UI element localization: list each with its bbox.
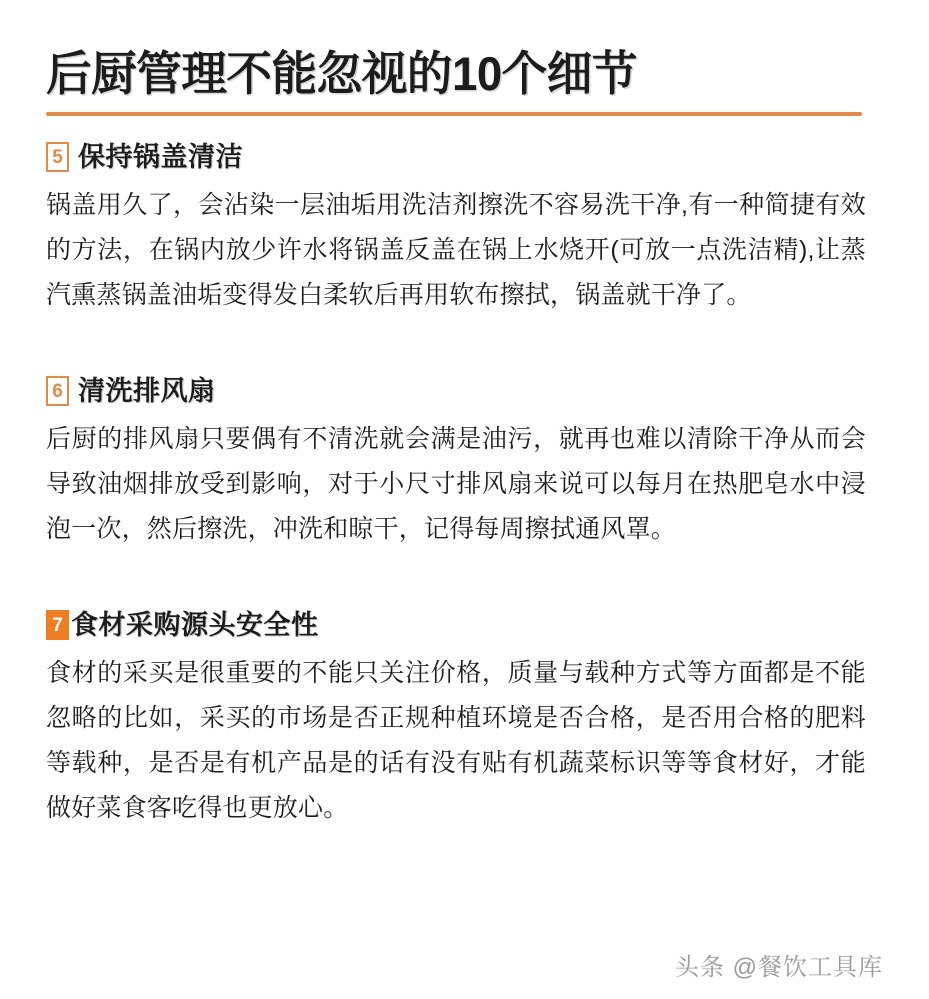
section-6-heading: 清洗排风扇 (78, 375, 216, 406)
section-5-header (46, 142, 883, 172)
section-7-number-badge: 7 (46, 610, 69, 640)
section-7-heading: 食材采购源头安全性 (71, 609, 319, 640)
section-7-body: 食材的采买是很重要的不能只关注价格，质量与载种方式等方面都是不能忽略的比如，采买的市场是否正规种植环境是否合格，是否用合格的肥料等载种，是否是有机产品是的话有没有贴有机蔬菜标识等等食材好，才能做好菜食客吃得也更放心。 (46, 659, 866, 823)
title-block (46, 0, 883, 116)
watermark-credit: 头条 @餐饮工具库 (674, 954, 883, 981)
section-7 (46, 610, 883, 831)
section-5 (46, 142, 883, 318)
section-5-number-badge: 5 (46, 142, 69, 172)
section-7-header (46, 610, 883, 640)
section-6-header (46, 376, 883, 406)
page-title: 后厨管理不能忽视的10个细节 (46, 47, 638, 100)
section-6 (46, 376, 883, 552)
section-6-body: 后厨的排风扇只要偶有不清洗就会满是油污，就再也难以清除干净从而会导致油烟排放受到影响，对于小尺寸排风扇来说可以每月在热肥皂水中浸泡一次，然后擦洗，冲洗和晾干，记得每周擦拭通风罩。 (46, 425, 866, 544)
title-divider (46, 112, 862, 116)
section-5-body: 锅盖用久了，会沾染一层油垢用洗洁剂擦洗不容易洗干净,有一种简捷有效的方法，在锅内放少许水将锅盖反盖在锅上水烧开(可放一点洗洁精),让蒸汽熏蒸锅盖油垢变得发白柔软后再用软布擦拭，锅盖就干净了。 (46, 191, 866, 310)
section-5-heading: 保持锅盖清洁 (78, 141, 243, 172)
section-6-number-badge: 6 (46, 376, 69, 406)
